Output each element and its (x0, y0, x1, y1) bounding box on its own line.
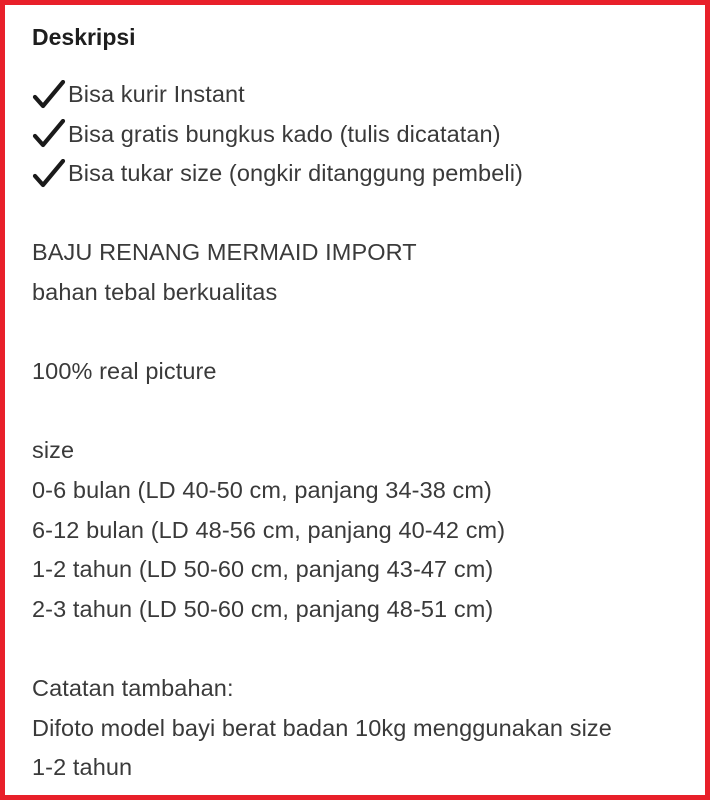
notes-label: Catatan tambahan: (32, 674, 234, 701)
size-item: 2-3 tahun (LD 50-60 cm, panjang 48-51 cm) (32, 595, 494, 622)
feature-text: Bisa tukar size (ongkir ditanggung pembeli) (68, 160, 523, 187)
feature-item-gift-wrap (32, 115, 685, 155)
spacer (32, 392, 685, 432)
feature-text: Bisa kurir Instant (68, 81, 245, 107)
description-panel (32, 19, 685, 788)
spacer (32, 629, 685, 669)
notes-text: Difoto model bayi berat badan 10kg menggunakan size (32, 714, 612, 741)
check-mark-icon (32, 159, 66, 189)
spacer (32, 313, 685, 353)
size-item: 6-12 bulan (LD 48-56 cm, panjang 40-42 cm) (32, 516, 506, 543)
product-name: BAJU RENANG MERMAID IMPORT (32, 239, 417, 266)
picture-note: 100% real picture (32, 358, 217, 385)
section-title: Deskripsi (32, 24, 136, 50)
feature-item-size-exchange (32, 154, 685, 194)
size-label: size (32, 437, 75, 464)
size-item: 0-6 bulan (LD 40-50 cm, panjang 34-38 cm) (32, 476, 492, 503)
size-item: 1-2 tahun (LD 50-60 cm, panjang 43-47 cm) (32, 556, 494, 583)
feature-text: Bisa gratis bungkus kado (tulis dicatatan) (68, 120, 501, 147)
notes-text: 1-2 tahun (32, 754, 133, 781)
check-mark-icon (32, 119, 66, 149)
feature-item-instant-courier (32, 75, 685, 115)
check-mark-icon (32, 80, 66, 110)
product-material: bahan tebal berkualitas (32, 278, 278, 305)
spacer (32, 194, 685, 234)
